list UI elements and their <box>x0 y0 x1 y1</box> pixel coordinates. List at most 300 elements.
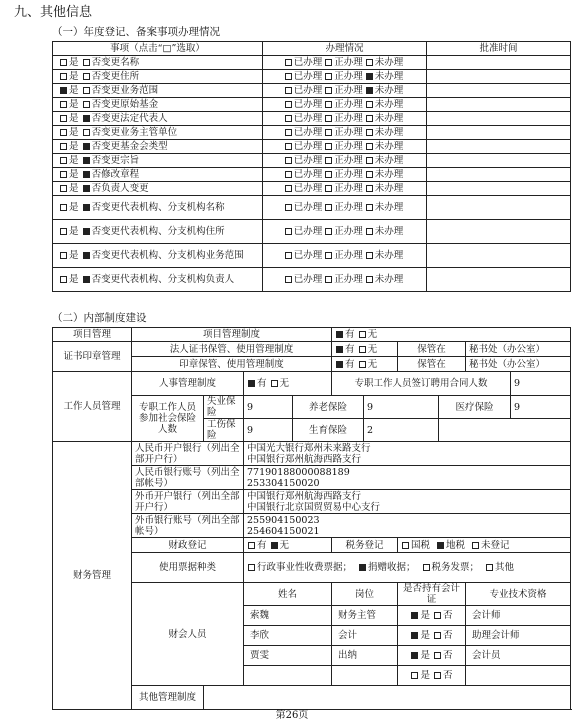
approval-time-cell <box>427 154 571 168</box>
matter-item-label: 否变更代表机构、分支机构名称 <box>91 202 225 213</box>
status-label: 未办理 <box>374 99 404 110</box>
accountant-name: 李欣 <box>244 626 332 646</box>
matter-item-label: 否变更原始基金 <box>91 99 159 110</box>
status-label: 正办理 <box>334 226 363 237</box>
matter-item-cell <box>53 220 263 244</box>
status-checkbox[interactable] <box>366 185 373 192</box>
project-mgmt-options <box>332 328 571 342</box>
matter-item-cell <box>53 84 263 98</box>
status-checkbox[interactable] <box>285 73 292 80</box>
yes-checkbox[interactable] <box>60 252 67 259</box>
matter-item-label: 否变更宗旨 <box>91 155 140 166</box>
approval-time-cell <box>427 182 571 196</box>
internal-system-table <box>52 327 571 710</box>
no-checkbox[interactable] <box>359 361 366 368</box>
matter-status-cell <box>263 112 427 126</box>
status-label: 未办理 <box>374 169 404 180</box>
donation-receipt-checkbox[interactable] <box>359 564 366 571</box>
accountant-post: 财务主管 <box>332 606 398 626</box>
matter-item-cell <box>53 98 263 112</box>
matter-status-cell <box>263 154 427 168</box>
status-label: 已办理 <box>293 250 323 261</box>
insurance-name: 失业保险 <box>204 396 244 419</box>
status-checkbox[interactable] <box>325 157 332 164</box>
yes-checkbox[interactable] <box>60 204 67 211</box>
yes-label: 有 <box>345 358 355 370</box>
matter-row <box>53 98 571 112</box>
other-bill-checkbox[interactable] <box>486 564 493 571</box>
status-checkbox[interactable] <box>325 59 332 66</box>
status-checkbox[interactable] <box>325 171 332 178</box>
acct-col-name: 姓名 <box>244 583 332 606</box>
status-label: 未办理 <box>374 202 404 213</box>
acct-col-cert: 是否持有会计证 <box>398 583 466 606</box>
bank-value: 中国光大银行郑州未来路支行 中国银行郑州航海西路支行 <box>244 442 571 466</box>
status-label: 未办理 <box>374 113 404 124</box>
local-tax-checkbox[interactable] <box>437 542 444 549</box>
approval-time-cell <box>427 112 571 126</box>
status-checkbox[interactable] <box>325 73 332 80</box>
fin-reg-options <box>244 538 332 553</box>
no-checkbox[interactable] <box>83 252 90 259</box>
accountant-cert: 是 否 <box>398 606 466 626</box>
cert-yes-checkbox[interactable] <box>411 632 418 639</box>
status-label: 未办理 <box>374 127 404 138</box>
project-mgmt-header: 项目管理 <box>53 328 132 342</box>
yes-label: 是 <box>69 113 79 124</box>
no-label: 无 <box>367 329 378 340</box>
seal-rule-label: 印章保管、使用管理制度 <box>132 357 332 372</box>
status-checkbox[interactable] <box>325 228 332 235</box>
accountant-name: 贾雯 <box>244 646 332 666</box>
matter-status-cell <box>263 168 427 182</box>
status-checkbox[interactable] <box>325 252 332 259</box>
no-checkbox[interactable] <box>83 185 90 192</box>
matter-item-cell <box>53 182 263 196</box>
status-label: 正办理 <box>334 99 363 110</box>
yes-checkbox[interactable] <box>248 542 255 549</box>
insurance-num: 9 <box>244 396 293 419</box>
accountant-qual <box>466 666 571 686</box>
no-checkbox[interactable] <box>359 346 366 353</box>
matter-status-cell <box>263 220 427 244</box>
status-checkbox[interactable] <box>366 157 373 164</box>
matter-item-cell <box>53 168 263 182</box>
bank-value: 中国银行郑州航海西路支行 中国银行北京国贸贸易中心支行 <box>244 490 571 514</box>
cert-rule-options <box>332 342 398 357</box>
matter-item-label: 否变更法定代表人 <box>91 113 168 124</box>
status-checkbox[interactable] <box>325 87 332 94</box>
col-header-approval-time: 批准时间 <box>427 42 571 56</box>
yes-label: 有 <box>345 343 355 355</box>
seal-rule-options <box>332 357 398 372</box>
bank-label: 人民币开户银行（列出全部开户行） <box>132 442 244 466</box>
status-label: 未办理 <box>374 274 404 285</box>
matter-row <box>53 268 571 292</box>
yes-checkbox[interactable] <box>60 171 67 178</box>
status-label: 已办理 <box>293 183 323 194</box>
status-label: 正办理 <box>334 155 363 166</box>
yes-label: 是 <box>69 169 79 180</box>
status-checkbox[interactable] <box>325 276 332 283</box>
acct-col-qual: 专业技术资格 <box>466 583 571 606</box>
matter-row <box>53 56 571 70</box>
no-checkbox[interactable] <box>83 276 90 283</box>
acct-col-post: 岗位 <box>332 583 398 606</box>
yes-checkbox[interactable] <box>60 73 67 80</box>
no-checkbox[interactable] <box>83 87 90 94</box>
status-label: 未办理 <box>374 71 404 82</box>
matter-item-cell <box>53 56 263 70</box>
status-label: 已办理 <box>293 85 323 96</box>
accountant-name <box>244 666 332 686</box>
yes-checkbox[interactable] <box>60 101 67 108</box>
col-header-status: 办理情况 <box>263 42 427 56</box>
yes-checkbox[interactable] <box>60 129 67 136</box>
insurance-num: 2 <box>364 419 439 442</box>
status-label: 未办理 <box>374 85 404 96</box>
status-checkbox[interactable] <box>285 143 292 150</box>
approval-time-cell <box>427 126 571 140</box>
insurance-num: 9 <box>364 396 439 419</box>
accountant-qual: 助理会计师 <box>466 626 571 646</box>
no-checkbox[interactable] <box>271 542 278 549</box>
yes-label: 有 <box>257 378 267 389</box>
no-checkbox[interactable] <box>83 171 90 178</box>
tax-reg-options: 国税 地税 未登记 <box>398 538 571 553</box>
yes-checkbox[interactable] <box>336 331 343 338</box>
status-checkbox[interactable] <box>366 115 373 122</box>
status-label: 未办理 <box>374 57 404 68</box>
status-checkbox[interactable] <box>366 129 373 136</box>
no-checkbox[interactable] <box>271 380 278 387</box>
yes-label: 是 <box>69 141 79 152</box>
seal-kept-value: 秘书处（办公室） <box>466 357 571 372</box>
matter-row <box>53 140 571 154</box>
cert-yes-checkbox[interactable] <box>411 652 418 659</box>
yes-label: 是 <box>69 127 79 138</box>
status-checkbox[interactable] <box>285 204 292 211</box>
contract-count-label: 专职工作人员签订聘用合同人数 <box>332 372 511 396</box>
accountant-post: 出纳 <box>332 646 398 666</box>
contract-count-value: 9 <box>511 372 571 396</box>
yes-checkbox[interactable] <box>60 276 67 283</box>
staff-mgmt-label: 工作人员管理 <box>53 372 132 442</box>
matter-item-cell <box>53 244 263 268</box>
matter-status-cell <box>263 84 427 98</box>
unregistered-checkbox[interactable] <box>472 542 479 549</box>
status-checkbox[interactable] <box>366 204 373 211</box>
status-checkbox[interactable] <box>366 87 373 94</box>
approval-time-cell <box>427 168 571 182</box>
status-label: 已办理 <box>293 169 323 180</box>
status-checkbox[interactable] <box>366 228 373 235</box>
no-label: 无 <box>279 539 290 551</box>
no-checkbox[interactable] <box>83 73 90 80</box>
no-checkbox[interactable] <box>83 204 90 211</box>
yes-label: 是 <box>69 57 79 68</box>
matter-row <box>53 70 571 84</box>
status-label: 未办理 <box>374 226 404 237</box>
approval-time-cell <box>427 70 571 84</box>
status-checkbox[interactable] <box>325 204 332 211</box>
yes-label: 是 <box>69 155 79 166</box>
approval-time-cell <box>427 98 571 112</box>
no-checkbox[interactable] <box>83 115 90 122</box>
yes-checkbox[interactable] <box>60 157 67 164</box>
yes-label: 是 <box>69 71 79 82</box>
yes-checkbox[interactable] <box>60 228 67 235</box>
status-label: 正办理 <box>334 183 363 194</box>
section-title: 九、其他信息 <box>14 5 93 20</box>
hr-rule-options <box>244 372 332 396</box>
status-label: 正办理 <box>334 85 363 96</box>
insurance-num: 9 <box>244 419 293 442</box>
bill-type-label: 使用票据种类 <box>132 553 244 583</box>
status-checkbox[interactable] <box>366 171 373 178</box>
status-checkbox[interactable] <box>366 101 373 108</box>
matter-status-cell <box>263 140 427 154</box>
status-label: 正办理 <box>334 57 363 68</box>
matter-row <box>53 168 571 182</box>
yes-checkbox[interactable] <box>248 380 255 387</box>
matter-status-cell <box>263 126 427 140</box>
seal-kept-label: 保管在 <box>398 357 466 372</box>
matter-row <box>53 244 571 268</box>
no-checkbox[interactable] <box>83 157 90 164</box>
matter-row <box>53 220 571 244</box>
matter-row <box>53 112 571 126</box>
yes-label: 是 <box>69 274 79 285</box>
no-label: 无 <box>367 358 378 370</box>
matter-item-label: 否变更名称 <box>91 57 140 68</box>
matter-row <box>53 126 571 140</box>
status-label: 正办理 <box>334 202 363 213</box>
matter-item-cell <box>53 140 263 154</box>
no-label: 无 <box>367 343 378 355</box>
yes-checkbox[interactable] <box>336 346 343 353</box>
status-checkbox[interactable] <box>366 73 373 80</box>
insurance-name: 生育保险 <box>293 419 364 442</box>
matter-item-cell <box>53 268 263 292</box>
yes-label: 是 <box>69 250 79 261</box>
matter-item-cell <box>53 196 263 220</box>
cert-no-checkbox[interactable] <box>434 612 441 619</box>
yes-checkbox[interactable] <box>336 361 343 368</box>
matter-item-label: 否变更业务主管单位 <box>91 127 178 138</box>
insurance-name: 养老保险 <box>293 396 364 419</box>
approval-time-cell <box>427 244 571 268</box>
matter-item-label: 否变更代表机构、分支机构业务范围 <box>91 250 244 261</box>
status-label: 未办理 <box>374 141 404 152</box>
tax-reg-label: 税务登记 <box>332 538 398 553</box>
matter-item-label: 否负责人变更 <box>91 183 149 194</box>
cert-rule-label: 法人证书保管、使用管理制度 <box>132 342 332 357</box>
status-label: 已办理 <box>293 99 323 110</box>
status-checkbox[interactable] <box>285 228 292 235</box>
page-number: 第26页 <box>275 710 309 721</box>
accountant-cert: 是 否 <box>398 646 466 666</box>
matter-row <box>53 196 571 220</box>
status-checkbox[interactable] <box>285 101 292 108</box>
matter-item-label: 否变更住所 <box>91 71 140 82</box>
matter-item-label: 否变更基金会类型 <box>91 141 168 152</box>
cert-yes-checkbox[interactable] <box>411 672 418 679</box>
accountant-cert: 是 否 <box>398 626 466 646</box>
no-checkbox[interactable] <box>83 101 90 108</box>
accountant-post <box>332 666 398 686</box>
matter-row <box>53 182 571 196</box>
matter-status-cell <box>263 56 427 70</box>
col-header-item: 事项（点击“□”选取） <box>53 42 263 56</box>
accountant-qual: 会计员 <box>466 646 571 666</box>
matter-status-cell <box>263 182 427 196</box>
status-checkbox[interactable] <box>285 171 292 178</box>
status-label: 正办理 <box>334 71 363 82</box>
cert-yes-checkbox[interactable] <box>411 612 418 619</box>
finance-mgmt-label: 财务管理 <box>53 442 132 710</box>
no-label: 无 <box>279 378 290 389</box>
yes-label: 有 <box>257 539 267 551</box>
status-label: 已办理 <box>293 71 323 82</box>
status-checkbox[interactable] <box>285 157 292 164</box>
status-checkbox[interactable] <box>285 185 292 192</box>
status-checkbox[interactable] <box>285 129 292 136</box>
internal-subtitle: （二）内部制度建设 <box>52 312 147 324</box>
approval-time-cell <box>427 220 571 244</box>
status-checkbox[interactable] <box>325 185 332 192</box>
blank-cell <box>439 419 571 442</box>
status-label: 正办理 <box>334 113 363 124</box>
matter-item-cell <box>53 126 263 140</box>
status-checkbox[interactable] <box>325 129 332 136</box>
yes-label: 是 <box>69 99 79 110</box>
approval-time-cell <box>427 56 571 70</box>
yes-label: 是 <box>69 226 79 237</box>
status-label: 正办理 <box>334 127 363 138</box>
bank-label: 人民币银行账号（列出全部帐号） <box>132 466 244 490</box>
matter-row <box>53 154 571 168</box>
status-checkbox[interactable] <box>325 101 332 108</box>
tax-invoice-checkbox[interactable] <box>423 564 430 571</box>
yes-checkbox[interactable] <box>60 87 67 94</box>
matter-item-cell <box>53 70 263 84</box>
status-label: 已办理 <box>293 226 323 237</box>
status-checkbox[interactable] <box>325 115 332 122</box>
status-label: 已办理 <box>293 127 323 138</box>
matter-item-label: 否变更代表机构、分支机构负责人 <box>91 274 235 285</box>
cert-kept-label: 保管在 <box>398 342 466 357</box>
no-checkbox[interactable] <box>83 59 90 66</box>
matter-status-cell <box>263 268 427 292</box>
bank-label: 外币开户银行（列出全部开户行） <box>132 490 244 514</box>
status-label: 正办理 <box>334 274 363 285</box>
matter-item-cell <box>53 154 263 168</box>
accountant-cert: 是 否 <box>398 666 466 686</box>
national-tax-checkbox[interactable] <box>402 542 409 549</box>
no-checkbox[interactable] <box>83 228 90 235</box>
yes-label: 是 <box>69 183 79 194</box>
approval-time-cell <box>427 196 571 220</box>
status-label: 正办理 <box>334 141 363 152</box>
accountant-label: 财会人员 <box>132 583 244 686</box>
status-checkbox[interactable] <box>285 252 292 259</box>
cert-no-checkbox[interactable] <box>434 632 441 639</box>
status-label: 未办理 <box>374 155 404 166</box>
insurance-name: 工伤保险 <box>204 419 244 442</box>
status-label: 正办理 <box>334 169 363 180</box>
yes-label: 是 <box>69 202 79 213</box>
status-label: 未办理 <box>374 250 404 261</box>
annual-matters-table <box>52 41 571 292</box>
matter-status-cell <box>263 98 427 112</box>
yes-checkbox[interactable] <box>60 59 67 66</box>
yes-label: 是 <box>69 85 79 96</box>
status-label: 已办理 <box>293 57 323 68</box>
matter-item-cell <box>53 112 263 126</box>
cert-no-checkbox[interactable] <box>434 652 441 659</box>
status-checkbox[interactable] <box>325 143 332 150</box>
accountant-name: 索魏 <box>244 606 332 626</box>
project-mgmt-label: 项目管理制度 <box>132 328 332 342</box>
other-mgmt-label: 其他管理制度 <box>132 686 204 710</box>
matter-item-label: 否变更代表机构、分支机构住所 <box>91 226 225 237</box>
status-checkbox[interactable] <box>366 143 373 150</box>
bank-label: 外币银行账号（列出全部帐号） <box>132 514 244 538</box>
accountant-qual: 会计师 <box>466 606 571 626</box>
bank-value: 77190188000088189 253304150020 <box>244 466 571 490</box>
status-checkbox[interactable] <box>285 115 292 122</box>
no-checkbox[interactable] <box>83 129 90 136</box>
status-label: 已办理 <box>293 113 323 124</box>
matter-status-cell <box>263 196 427 220</box>
accountant-post: 会计 <box>332 626 398 646</box>
yes-checkbox[interactable] <box>60 143 67 150</box>
cert-kept-value: 秘书处（办公室） <box>466 342 571 357</box>
status-label: 已办理 <box>293 141 323 152</box>
insurance-num: 9 <box>511 396 571 419</box>
fin-reg-label: 财政登记 <box>132 538 244 553</box>
status-checkbox[interactable] <box>366 252 373 259</box>
approval-time-cell <box>427 140 571 154</box>
approval-time-cell <box>427 84 571 98</box>
yes-checkbox[interactable] <box>60 185 67 192</box>
matter-item-label: 否修改章程 <box>91 169 140 180</box>
status-checkbox[interactable] <box>366 59 373 66</box>
status-checkbox[interactable] <box>285 87 292 94</box>
status-label: 正办理 <box>334 250 363 261</box>
admin-fee-bill-checkbox[interactable] <box>248 564 255 571</box>
status-checkbox[interactable] <box>285 59 292 66</box>
no-checkbox[interactable] <box>359 331 366 338</box>
no-checkbox[interactable] <box>83 143 90 150</box>
status-label: 已办理 <box>293 202 323 213</box>
matter-row <box>53 84 571 98</box>
matter-status-cell <box>263 244 427 268</box>
yes-checkbox[interactable] <box>60 115 67 122</box>
matter-item-label: 否变更业务范围 <box>91 85 159 96</box>
status-label: 已办理 <box>293 155 323 166</box>
status-checkbox[interactable] <box>285 276 292 283</box>
approval-time-cell <box>427 268 571 292</box>
seal-mgmt-label: 证书印章管理 <box>53 342 132 372</box>
bill-type-options: 行政事业性收费票据； 捐赠收据； 税务发票； 其他 <box>244 553 571 583</box>
cert-no-checkbox[interactable] <box>434 672 441 679</box>
status-checkbox[interactable] <box>366 276 373 283</box>
yes-label: 有 <box>345 329 355 340</box>
status-label: 未办理 <box>374 183 404 194</box>
insurance-count-label: 专职工作人员参加社会保险人数 <box>132 396 204 442</box>
